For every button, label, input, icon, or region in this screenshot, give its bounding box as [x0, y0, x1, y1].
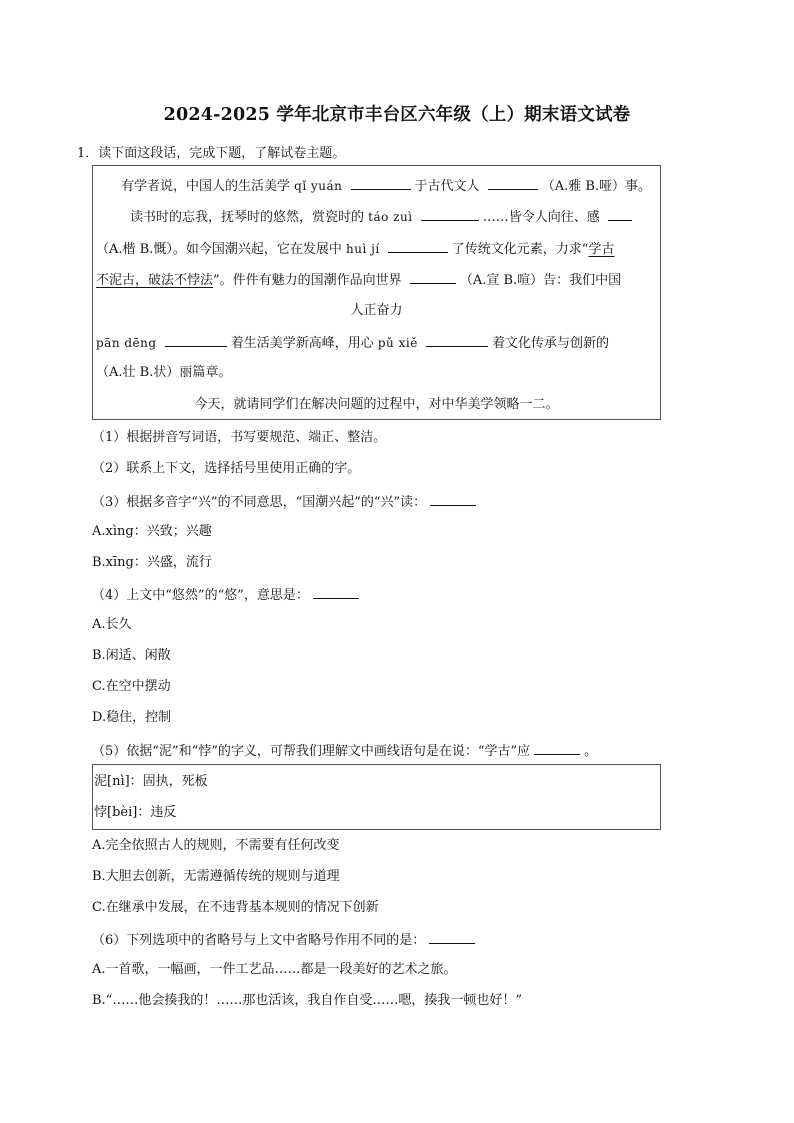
sub-question-3: （3）根据多音字“兴”的不同意思，“国潮兴起”的“兴”读：	[92, 492, 480, 512]
option-5c[interactable]: C.在继承中发展，在不违背基本规则的情况下创新	[92, 900, 379, 915]
answer-blank[interactable]	[608, 207, 632, 221]
pinyin-puxie: pǔ xiě	[377, 336, 418, 350]
sub-question-1: （1）根据拼音写词语，书写要规范、端正、整洁。	[92, 430, 387, 445]
pinyin-qiyuan: qǐ yuán	[294, 179, 343, 193]
answer-blank[interactable]	[429, 930, 475, 944]
answer-blank[interactable]	[534, 741, 580, 755]
option-4a[interactable]: A.长久	[92, 617, 132, 632]
pinyin-pandeng: pān dēng	[96, 336, 157, 350]
sub-question-6: （6）下列选项中的省略号与上文中省略号作用不同的是：	[92, 930, 479, 950]
definition-bei: 悖[bèi]：违反	[94, 805, 177, 820]
option-3b[interactable]: B.xīng：兴盛，流行	[92, 555, 212, 570]
answer-blank[interactable]	[388, 239, 448, 253]
passage-line-5: 人正奋力	[350, 303, 403, 318]
option-5a[interactable]: A.完全依照古人的规则，不需要有任何改变	[92, 838, 340, 853]
answer-blank[interactable]	[430, 492, 476, 506]
sub-question-5: （5）依据“泥”和“悖”的字义，可帮我们理解文中画线语句是在说：“学古”应 。	[92, 741, 597, 761]
sub-question-4: （4）上文中“悠然”的“悠”，意思是：	[92, 585, 363, 605]
question-1-stem: 1．读下面这段话，完成下题，了解试卷主题。	[77, 146, 346, 161]
sub-question-2: （2）联系上下文，选择括号里使用正确的字。	[92, 461, 361, 476]
definition-ni: 泥[nì]：固执，死板	[94, 774, 208, 789]
passage-line-7: （A.壮 B.状）丽篇章。	[96, 365, 232, 380]
option-4c[interactable]: C.在空中摆动	[92, 679, 171, 694]
answer-blank[interactable]	[426, 333, 488, 347]
option-6a[interactable]: A.一首歌，一幅画，一件工艺品……都是一段美好的艺术之旅。	[92, 962, 457, 977]
option-5b[interactable]: B.大胆去创新，无需遵循传统的规则与道理	[92, 869, 340, 884]
passage-line-4: 不泥古，破法不悖法”。件件有魅力的国潮作品向世界 （A.宣 B.喧）告：我们中国	[96, 270, 621, 290]
option-4b[interactable]: B.闲适、闲散	[92, 648, 171, 663]
option-4d[interactable]: D.稳住，控制	[92, 710, 172, 725]
page-title: 2024-2025 学年北京市丰台区六年级（上）期末语文试卷	[163, 105, 631, 125]
pinyin-taozui: táo zuì	[368, 210, 413, 224]
answer-blank[interactable]	[421, 207, 479, 221]
passage-line-2: 读书时的忘我，抚琴时的悠然，赏瓷时的 táo zuì ……皆令人向往、感	[130, 207, 636, 227]
answer-blank[interactable]	[351, 176, 411, 190]
underlined-phrase: 不泥古，破法不悖法	[96, 273, 214, 288]
passage-line-3: （A.楷 B.慨）。如今国潮兴起，它在发展中 huì jí 了传统文化元素，力求“学古	[96, 239, 614, 259]
answer-blank[interactable]	[488, 176, 538, 190]
option-6b[interactable]: B.“……他会揍我的！……那也活该，我自作自受……嗯，揍我一顿也好！”	[92, 993, 522, 1008]
option-3a[interactable]: A.xìng：兴致；兴趣	[92, 524, 212, 539]
passage-line-1: 有学者说，中国人的生活美学 qǐ yuán 于古代文人 （A.雅 B.哑）事。	[121, 176, 651, 196]
passage-line-6: pān dēng 着生活美学新高峰，用心 pǔ xiě 着文化传承与创新的	[96, 333, 609, 353]
answer-blank[interactable]	[165, 333, 227, 347]
answer-blank[interactable]	[410, 270, 456, 284]
answer-blank[interactable]	[313, 585, 359, 599]
underlined-phrase: 学古	[588, 242, 615, 257]
passage-line-8: 今天，就请同学们在解决问题的过程中，对中华美学领略一二。	[194, 397, 559, 412]
pinyin-huiji: huì jí	[345, 242, 380, 256]
